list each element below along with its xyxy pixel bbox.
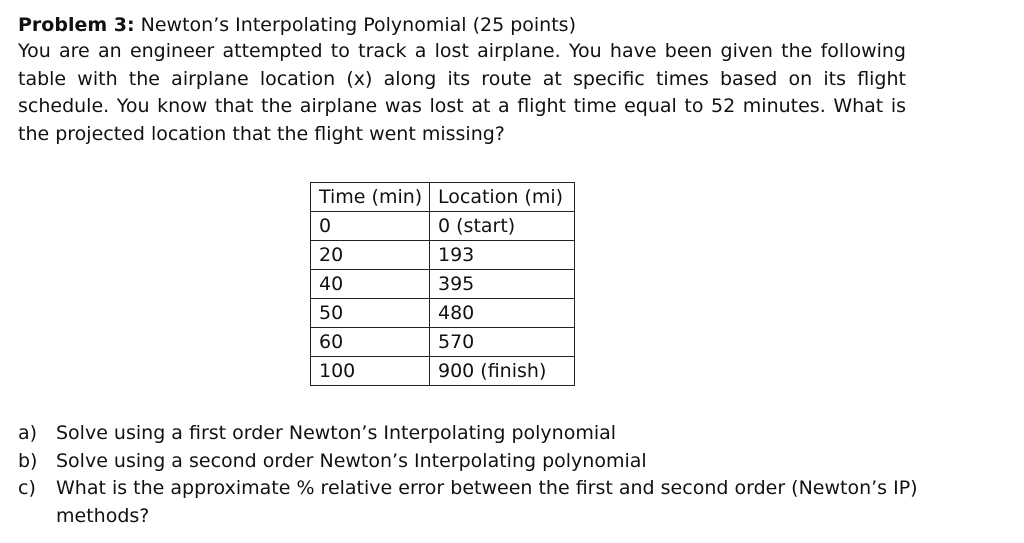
cell-time: 100 <box>311 357 430 386</box>
question-text: Solve using a first order Newton’s Interpolating polynomial <box>56 422 617 444</box>
problem-heading <box>18 12 576 38</box>
cell-time: 20 <box>311 241 430 270</box>
cell-location: 395 <box>430 270 575 299</box>
table-row <box>311 357 575 386</box>
list-item <box>18 420 978 448</box>
list-item <box>18 475 978 530</box>
table-row <box>311 270 575 299</box>
flight-data-table <box>310 182 575 386</box>
cell-time: 50 <box>311 299 430 328</box>
cell-location: 900 (finish) <box>430 357 575 386</box>
table-header-row <box>311 183 575 212</box>
question-marker: c) <box>18 477 36 499</box>
table-row <box>311 328 575 357</box>
cell-time: 0 <box>311 212 430 241</box>
question-text: What is the approximate % relative error between the first and second order (Newton’s IP) methods? <box>56 477 918 527</box>
table-row <box>311 299 575 328</box>
question-list <box>18 420 978 530</box>
question-marker: b) <box>18 449 38 472</box>
cell-location: 480 <box>430 299 575 328</box>
cell-time: 40 <box>311 270 430 299</box>
list-item <box>18 448 978 476</box>
cell-location: 570 <box>430 328 575 357</box>
problem-label: Problem 3: <box>18 14 135 36</box>
problem-statement: You are an engineer attempted to track a lost airplane. You have been given the following table with the airplane location (x) along its route at specific times based on its flight schedule. You know that the airplane was lost at a flight time equal to 52 minutes. What is the projected location that the flight went missing? <box>18 40 906 145</box>
problem-title: Newton’s Interpolating Polynomial (25 points) <box>134 14 576 36</box>
cell-location: 0 (start) <box>430 212 575 241</box>
table-row <box>311 212 575 241</box>
table-row <box>311 241 575 270</box>
question-text: Solve using a second order Newton’s Interpolating polynomial <box>56 449 647 472</box>
question-marker: a) <box>18 422 38 444</box>
cell-time: 60 <box>311 328 430 357</box>
header-location: Location (mi) <box>430 183 575 212</box>
cell-location: 193 <box>430 241 575 270</box>
header-time: Time (min) <box>311 183 430 212</box>
